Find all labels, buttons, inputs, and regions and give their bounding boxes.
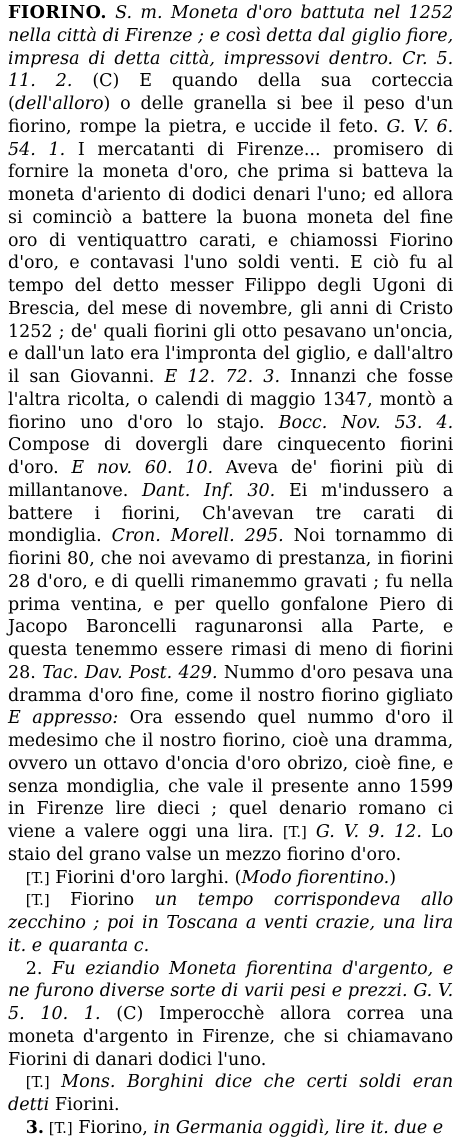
quote-text: Fiorino, [72, 1116, 148, 1138]
sense-2-paragraph [8, 958, 453, 1072]
citation-ref: E 12. 72. 3. [164, 366, 281, 387]
subsense-text: Fiorini. [49, 1094, 120, 1115]
citation-ref: G. V. 5. 10. 1. [8, 980, 454, 1024]
quote-text: E quando della sua corteccia ( [8, 70, 454, 114]
flag: (C) [92, 70, 120, 92]
quote-text: Ora essendo quel nummo d'oro il medesimo che il nostro fiorino, cioè una dramma, ovvero un ottavo d'oncia d'oro obrizo, cioè fine, e senza mondiglia, che vale il presente anno 1599 in Firenze lire dieci ; quel denario romano ci viene a valere oggi una lira. [8, 707, 454, 842]
sense-3-gloss: in Germania oggidì, lire it. due e [147, 1116, 444, 1138]
tommaseo-tag: [T.] [25, 891, 50, 910]
quote-text: Innanzi che fosse l'altra ricolta, o calendi di maggio 1347, montò a fiorino uno d'oro lo stajo. [8, 366, 454, 433]
sense-3-paragraph [8, 1117, 453, 1140]
quote-text: Noi tornammo di fiorini 80, che noi avevamo di prestanza, in fiorini 28 d'oro, e di quelli rimanemmo gravati ; fu nella prima ventina, e per quello gonfalone Piero di Jacopo Baroncelli ragunaronsi alla Parte, e questa tenemmo essere rimasi di meno di fiorini 28. [8, 525, 454, 683]
quote-text: Imperocchè allora correa una moneta d'argento in Firenze, che si chiamavano Fiorini di danari dodici l'uno. [8, 1003, 454, 1070]
tommaseo-tag: [T.] [44, 1118, 73, 1137]
citation-ref: Tac. Dav. Post. 429. [42, 661, 218, 683]
sense-1-definition: Moneta d'oro battuta nel 1252 nella città di Firenze ; e così detta dal giglio fiore, impresa di detta città, impressovi dentro. [8, 2, 454, 69]
sense-2-definition: Fu eziandio Moneta fiorentina d'argento, e ne furono diverse sorte di varii pesi e prezzi. [8, 957, 454, 1002]
sense-1-paragraph [8, 2, 453, 867]
quote-text: ) o delle granella si bee il peso d'un fiorino, rompe la pietra, e uccide il feto. [8, 93, 454, 137]
flag: (C) [100, 1003, 144, 1024]
quote-text: Aveva de' fiorini più di millantanove. [8, 457, 454, 501]
sense-number: 2. [25, 957, 43, 979]
quote-text: Lo staio del grano valse un mezzo fiorino d'oro. [8, 821, 454, 865]
citation-ref: E appresso: [8, 707, 119, 729]
subsense-paragraph [8, 1071, 453, 1117]
closing-paren: ) [389, 866, 397, 888]
subsense-gloss: un tempo corrispondeva allo zecchino ; poi in Toscana a venti crazie, una lira it. e quaranta c. [8, 889, 454, 956]
headword: FIORINO. [8, 2, 107, 23]
tommaseo-tag: [T.] [282, 823, 307, 841]
quote-text: Nummo d'oro pesava una dramma d'oro fine, come il nostro fiorino gigliato [8, 661, 454, 706]
dictionary-page [8, 2, 454, 1138]
subsense-paragraph [8, 889, 453, 957]
subsense-text: Fiorino [49, 889, 135, 911]
quote-text: I mercatanti di Firenze... promisero di fornire la moneta d'oro, che prima si batteva la moneta d'ariento di dodici denari l'uno; ed allora si cominciò a battere la buona moneta del fine oro di ventiquattro carati, e chiamossi Fiorino d'oro, e contavasi l'uno soldi venti. E ciò fu al tempo del detto messer Filippo degli Ugoni di Brescia, del mese di novembre, gli anni di Cristo 1252 ; de' quali fiorini gli otto pesavano un'oncia, e dall'un lato era l'impronta del giglio, e dall'altro il san Giovanni. [8, 138, 454, 387]
citation-ref: G. V. 6. 54. 1. [8, 115, 454, 160]
tommaseo-tag: [T.] [25, 1073, 50, 1092]
subsense-gloss: Modo fiorentino. [241, 866, 390, 888]
subsense-text: Fiorini d'oro larghi. ( [49, 866, 242, 888]
citation-ref: G. V. 9. 12. [315, 821, 422, 842]
quote-text: Compose di dovergli dare cinquecento fiorini d'oro. [8, 434, 454, 478]
sense-number: 3. [25, 1116, 45, 1138]
citation-ref: Cr. 5. 11. 2. [8, 47, 454, 92]
subsense-gloss: Mons. Borghini dice che certi soldi eran detti [8, 1071, 454, 1115]
citation-ref: Dant. Inf. 30. [141, 479, 276, 501]
gloss: dell'alloro [14, 93, 104, 114]
tommaseo-tag: [T.] [25, 868, 50, 887]
citation-ref: Cron. Morell. 295. [111, 525, 284, 547]
subsense-paragraph [8, 867, 453, 890]
grammar-label: S. m. [115, 2, 163, 23]
citation-ref: E nov. 60. 10. [71, 457, 214, 478]
dictionary-entry [8, 2, 453, 1140]
citation-ref: Bocc. Nov. 53. 4. [278, 411, 454, 433]
quote-text: Ei m'indussero a battere i fiorini, Ch'avevan tre carati di mondiglia. [8, 479, 454, 547]
